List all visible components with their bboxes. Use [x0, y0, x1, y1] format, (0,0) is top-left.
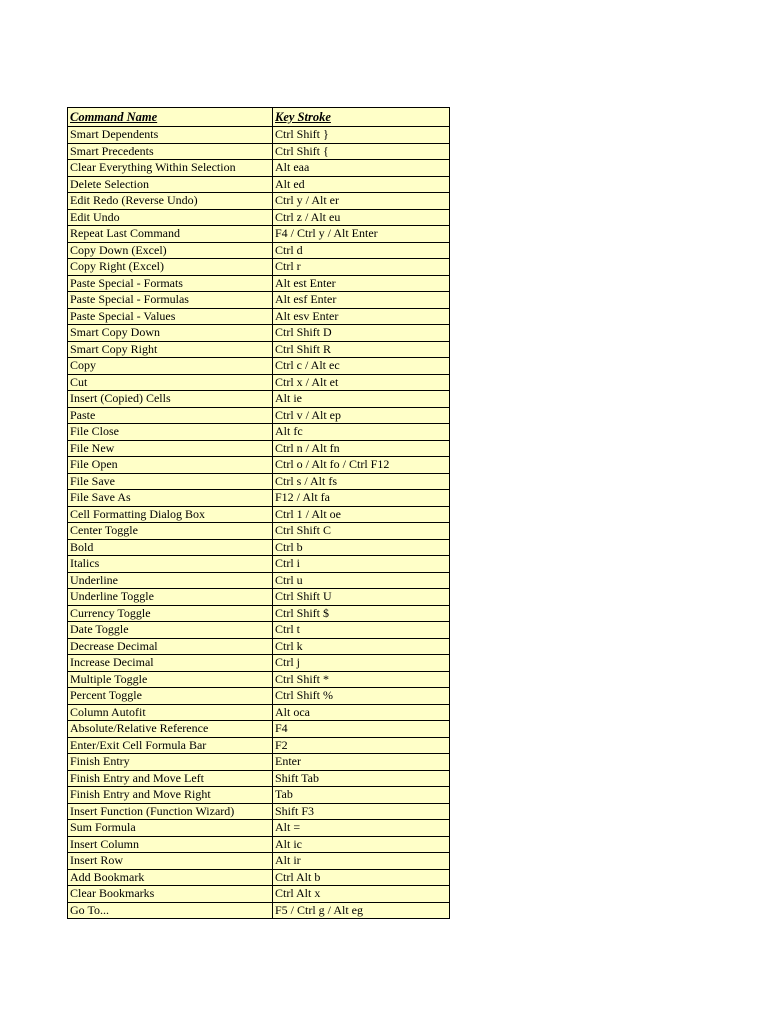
command-name-cell: Enter/Exit Cell Formula Bar	[68, 737, 273, 754]
table-row	[68, 209, 450, 226]
command-name-cell: Paste Special - Formulas	[68, 292, 273, 309]
command-name-cell: Smart Dependents	[68, 127, 273, 144]
command-name-cell: Center Toggle	[68, 523, 273, 540]
key-stroke-cell: F12 / Alt fa	[273, 490, 450, 507]
key-stroke-cell: Ctrl y / Alt er	[273, 193, 450, 210]
key-stroke-cell: Alt oca	[273, 704, 450, 721]
key-stroke-cell: Alt ic	[273, 836, 450, 853]
command-name-cell: Repeat Last Command	[68, 226, 273, 243]
table-row	[68, 836, 450, 853]
key-stroke-cell: Ctrl Shift C	[273, 523, 450, 540]
command-name-cell: Cut	[68, 374, 273, 391]
table-row	[68, 259, 450, 276]
command-name-cell: Delete Selection	[68, 176, 273, 193]
key-stroke-cell: Ctrl j	[273, 655, 450, 672]
key-stroke-cell: Alt esf Enter	[273, 292, 450, 309]
table-row	[68, 902, 450, 919]
table-row	[68, 704, 450, 721]
key-stroke-cell: Ctrl o / Alt fo / Ctrl F12	[273, 457, 450, 474]
key-stroke-cell: Ctrl s / Alt fs	[273, 473, 450, 490]
key-stroke-cell: Alt ed	[273, 176, 450, 193]
command-name-cell: Multiple Toggle	[68, 671, 273, 688]
table-row	[68, 160, 450, 177]
command-name-cell: Smart Copy Right	[68, 341, 273, 358]
table-row	[68, 325, 450, 342]
key-stroke-cell: Alt esv Enter	[273, 308, 450, 325]
table-row	[68, 374, 450, 391]
table-row	[68, 292, 450, 309]
command-name-cell: Copy Down (Excel)	[68, 242, 273, 259]
command-name-cell: Insert Column	[68, 836, 273, 853]
header-key-stroke: Key Stroke	[273, 108, 450, 127]
table-row	[68, 770, 450, 787]
key-stroke-cell: Ctrl Shift $	[273, 605, 450, 622]
command-name-cell: Go To...	[68, 902, 273, 919]
key-stroke-cell: Ctrl Shift R	[273, 341, 450, 358]
command-name-cell: Add Bookmark	[68, 869, 273, 886]
table-row	[68, 391, 450, 408]
table-row	[68, 457, 450, 474]
table-row	[68, 490, 450, 507]
table-row	[68, 539, 450, 556]
key-stroke-cell: Ctrl b	[273, 539, 450, 556]
command-name-cell: Currency Toggle	[68, 605, 273, 622]
key-stroke-cell: Shift Tab	[273, 770, 450, 787]
command-name-cell: Finish Entry	[68, 754, 273, 771]
key-stroke-cell: Ctrl k	[273, 638, 450, 655]
table-row	[68, 440, 450, 457]
command-name-cell: Increase Decimal	[68, 655, 273, 672]
command-name-cell: Percent Toggle	[68, 688, 273, 705]
table-row	[68, 655, 450, 672]
key-stroke-cell: Ctrl z / Alt eu	[273, 209, 450, 226]
command-name-cell: Decrease Decimal	[68, 638, 273, 655]
table-row	[68, 869, 450, 886]
key-stroke-cell: Ctrl Shift *	[273, 671, 450, 688]
command-name-cell: Edit Redo (Reverse Undo)	[68, 193, 273, 210]
table-row	[68, 605, 450, 622]
command-name-cell: Clear Bookmarks	[68, 886, 273, 903]
key-stroke-cell: Alt fc	[273, 424, 450, 441]
table-row	[68, 787, 450, 804]
command-name-cell: Clear Everything Within Selection	[68, 160, 273, 177]
command-name-cell: Insert (Copied) Cells	[68, 391, 273, 408]
command-name-cell: File Save	[68, 473, 273, 490]
table-row	[68, 721, 450, 738]
key-stroke-cell: Ctrl Shift }	[273, 127, 450, 144]
table-row	[68, 523, 450, 540]
key-stroke-cell: Alt ie	[273, 391, 450, 408]
key-stroke-cell: Alt est Enter	[273, 275, 450, 292]
table-row	[68, 638, 450, 655]
command-name-cell: Underline	[68, 572, 273, 589]
key-stroke-cell: Enter	[273, 754, 450, 771]
table-row	[68, 589, 450, 606]
table-row	[68, 193, 450, 210]
key-stroke-cell: Tab	[273, 787, 450, 804]
table-row	[68, 572, 450, 589]
key-stroke-cell: Ctrl d	[273, 242, 450, 259]
header-row	[68, 108, 450, 127]
command-name-cell: Finish Entry and Move Right	[68, 787, 273, 804]
key-stroke-cell: Ctrl Alt b	[273, 869, 450, 886]
command-name-cell: Copy Right (Excel)	[68, 259, 273, 276]
key-stroke-cell: Ctrl Shift {	[273, 143, 450, 160]
shortcut-sheet	[67, 107, 449, 919]
command-name-cell: Insert Function (Function Wizard)	[68, 803, 273, 820]
command-name-cell: Absolute/Relative Reference	[68, 721, 273, 738]
key-stroke-cell: F2	[273, 737, 450, 754]
table-row	[68, 622, 450, 639]
header-command-name: Command Name	[68, 108, 273, 127]
key-stroke-cell: F4 / Ctrl y / Alt Enter	[273, 226, 450, 243]
key-stroke-cell: Ctrl Shift U	[273, 589, 450, 606]
key-stroke-cell: Ctrl i	[273, 556, 450, 573]
command-name-cell: Date Toggle	[68, 622, 273, 639]
command-name-cell: Paste Special - Values	[68, 308, 273, 325]
command-name-cell: Paste	[68, 407, 273, 424]
command-name-cell: Paste Special - Formats	[68, 275, 273, 292]
table-row	[68, 275, 450, 292]
command-name-cell: Finish Entry and Move Left	[68, 770, 273, 787]
shortcut-table	[67, 107, 450, 919]
command-name-cell: Bold	[68, 539, 273, 556]
key-stroke-cell: Shift F3	[273, 803, 450, 820]
table-row	[68, 556, 450, 573]
table-row	[68, 407, 450, 424]
key-stroke-cell: Ctrl r	[273, 259, 450, 276]
command-name-cell: Smart Copy Down	[68, 325, 273, 342]
table-row	[68, 341, 450, 358]
key-stroke-cell: Ctrl Shift %	[273, 688, 450, 705]
table-row	[68, 358, 450, 375]
table-row	[68, 820, 450, 837]
table-row	[68, 754, 450, 771]
table-row	[68, 886, 450, 903]
key-stroke-cell: Ctrl Shift D	[273, 325, 450, 342]
table-row	[68, 308, 450, 325]
key-stroke-cell: Alt ir	[273, 853, 450, 870]
table-row	[68, 737, 450, 754]
command-name-cell: Edit Undo	[68, 209, 273, 226]
command-name-cell: Italics	[68, 556, 273, 573]
command-name-cell: Cell Formatting Dialog Box	[68, 506, 273, 523]
command-name-cell: File New	[68, 440, 273, 457]
command-name-cell: Underline Toggle	[68, 589, 273, 606]
command-name-cell: Sum Formula	[68, 820, 273, 837]
key-stroke-cell: Ctrl 1 / Alt oe	[273, 506, 450, 523]
command-name-cell: Smart Precedents	[68, 143, 273, 160]
command-name-cell: File Save As	[68, 490, 273, 507]
key-stroke-cell: Alt =	[273, 820, 450, 837]
key-stroke-cell: Ctrl v / Alt ep	[273, 407, 450, 424]
key-stroke-cell: Ctrl t	[273, 622, 450, 639]
table-row	[68, 853, 450, 870]
key-stroke-cell: Ctrl n / Alt fn	[273, 440, 450, 457]
key-stroke-cell: Ctrl Alt x	[273, 886, 450, 903]
key-stroke-cell: Ctrl c / Alt ec	[273, 358, 450, 375]
key-stroke-cell: Alt eaa	[273, 160, 450, 177]
table-row	[68, 424, 450, 441]
key-stroke-cell: F4	[273, 721, 450, 738]
command-name-cell: Column Autofit	[68, 704, 273, 721]
command-name-cell: Copy	[68, 358, 273, 375]
key-stroke-cell: Ctrl x / Alt et	[273, 374, 450, 391]
table-row	[68, 127, 450, 144]
table-row	[68, 226, 450, 243]
table-row	[68, 176, 450, 193]
key-stroke-cell: Ctrl u	[273, 572, 450, 589]
table-row	[68, 688, 450, 705]
table-row	[68, 671, 450, 688]
table-row	[68, 803, 450, 820]
table-row	[68, 506, 450, 523]
table-row	[68, 143, 450, 160]
command-name-cell: File Open	[68, 457, 273, 474]
command-name-cell: Insert Row	[68, 853, 273, 870]
key-stroke-cell: F5 / Ctrl g / Alt eg	[273, 902, 450, 919]
command-name-cell: File Close	[68, 424, 273, 441]
table-row	[68, 242, 450, 259]
table-row	[68, 473, 450, 490]
